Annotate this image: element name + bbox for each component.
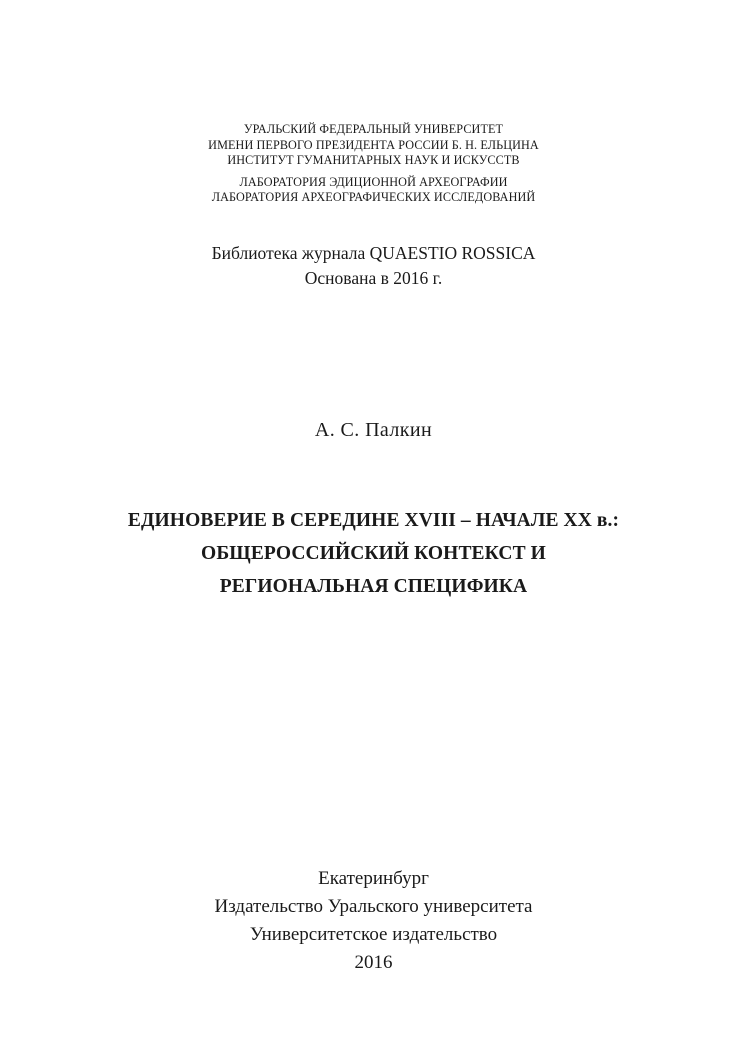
book-title — [0, 504, 747, 603]
imprint-publisher: Издательство Уральского университета — [214, 896, 533, 917]
institution-line: ИНСТИТУТ ГУМАНИТАРНЫХ НАУК И ИСКУССТВ — [227, 153, 520, 168]
title-line: ЕДИНОВЕРИЕ В СЕРЕДИНЕ XVIII – НАЧАЛЕ XX в.: — [127, 510, 620, 531]
title-line: РЕГИОНАЛЬНАЯ СПЕЦИФИКА — [219, 576, 528, 597]
series-name: Библиотека журнала QUAESTIO ROSSICA — [211, 243, 536, 263]
laboratory-line: ЛАБОРАТОРИЯ АРХЕОГРАФИЧЕСКИХ ИССЛЕДОВАНИЙ — [211, 190, 536, 205]
laboratory-line: ЛАБОРАТОРИЯ ЭДИЦИОННОЙ АРХЕОГРАФИИ — [239, 174, 508, 189]
imprint-year: 2016 — [354, 952, 393, 973]
imprint-city: Екатеринбург — [318, 868, 429, 889]
institution-line: ИМЕНИ ПЕРВОГО ПРЕЗИДЕНТА РОССИИ Б. Н. ЕЛЬЦИНА — [208, 137, 539, 152]
imprint — [0, 865, 747, 977]
institution-line: УРАЛЬСКИЙ ФЕДЕРАЛЬНЫЙ УНИВЕРСИТЕТ — [243, 122, 504, 136]
imprint-publisher: Университетское издательство — [249, 924, 498, 945]
author-name: А. С. Палкин — [314, 419, 433, 441]
institutions-header — [0, 122, 747, 206]
series-info — [0, 241, 747, 291]
title-line: ОБЩЕРОССИЙСКИЙ КОНТЕКСТ И — [201, 543, 546, 564]
series-founded: Основана в 2016 г. — [304, 268, 443, 288]
